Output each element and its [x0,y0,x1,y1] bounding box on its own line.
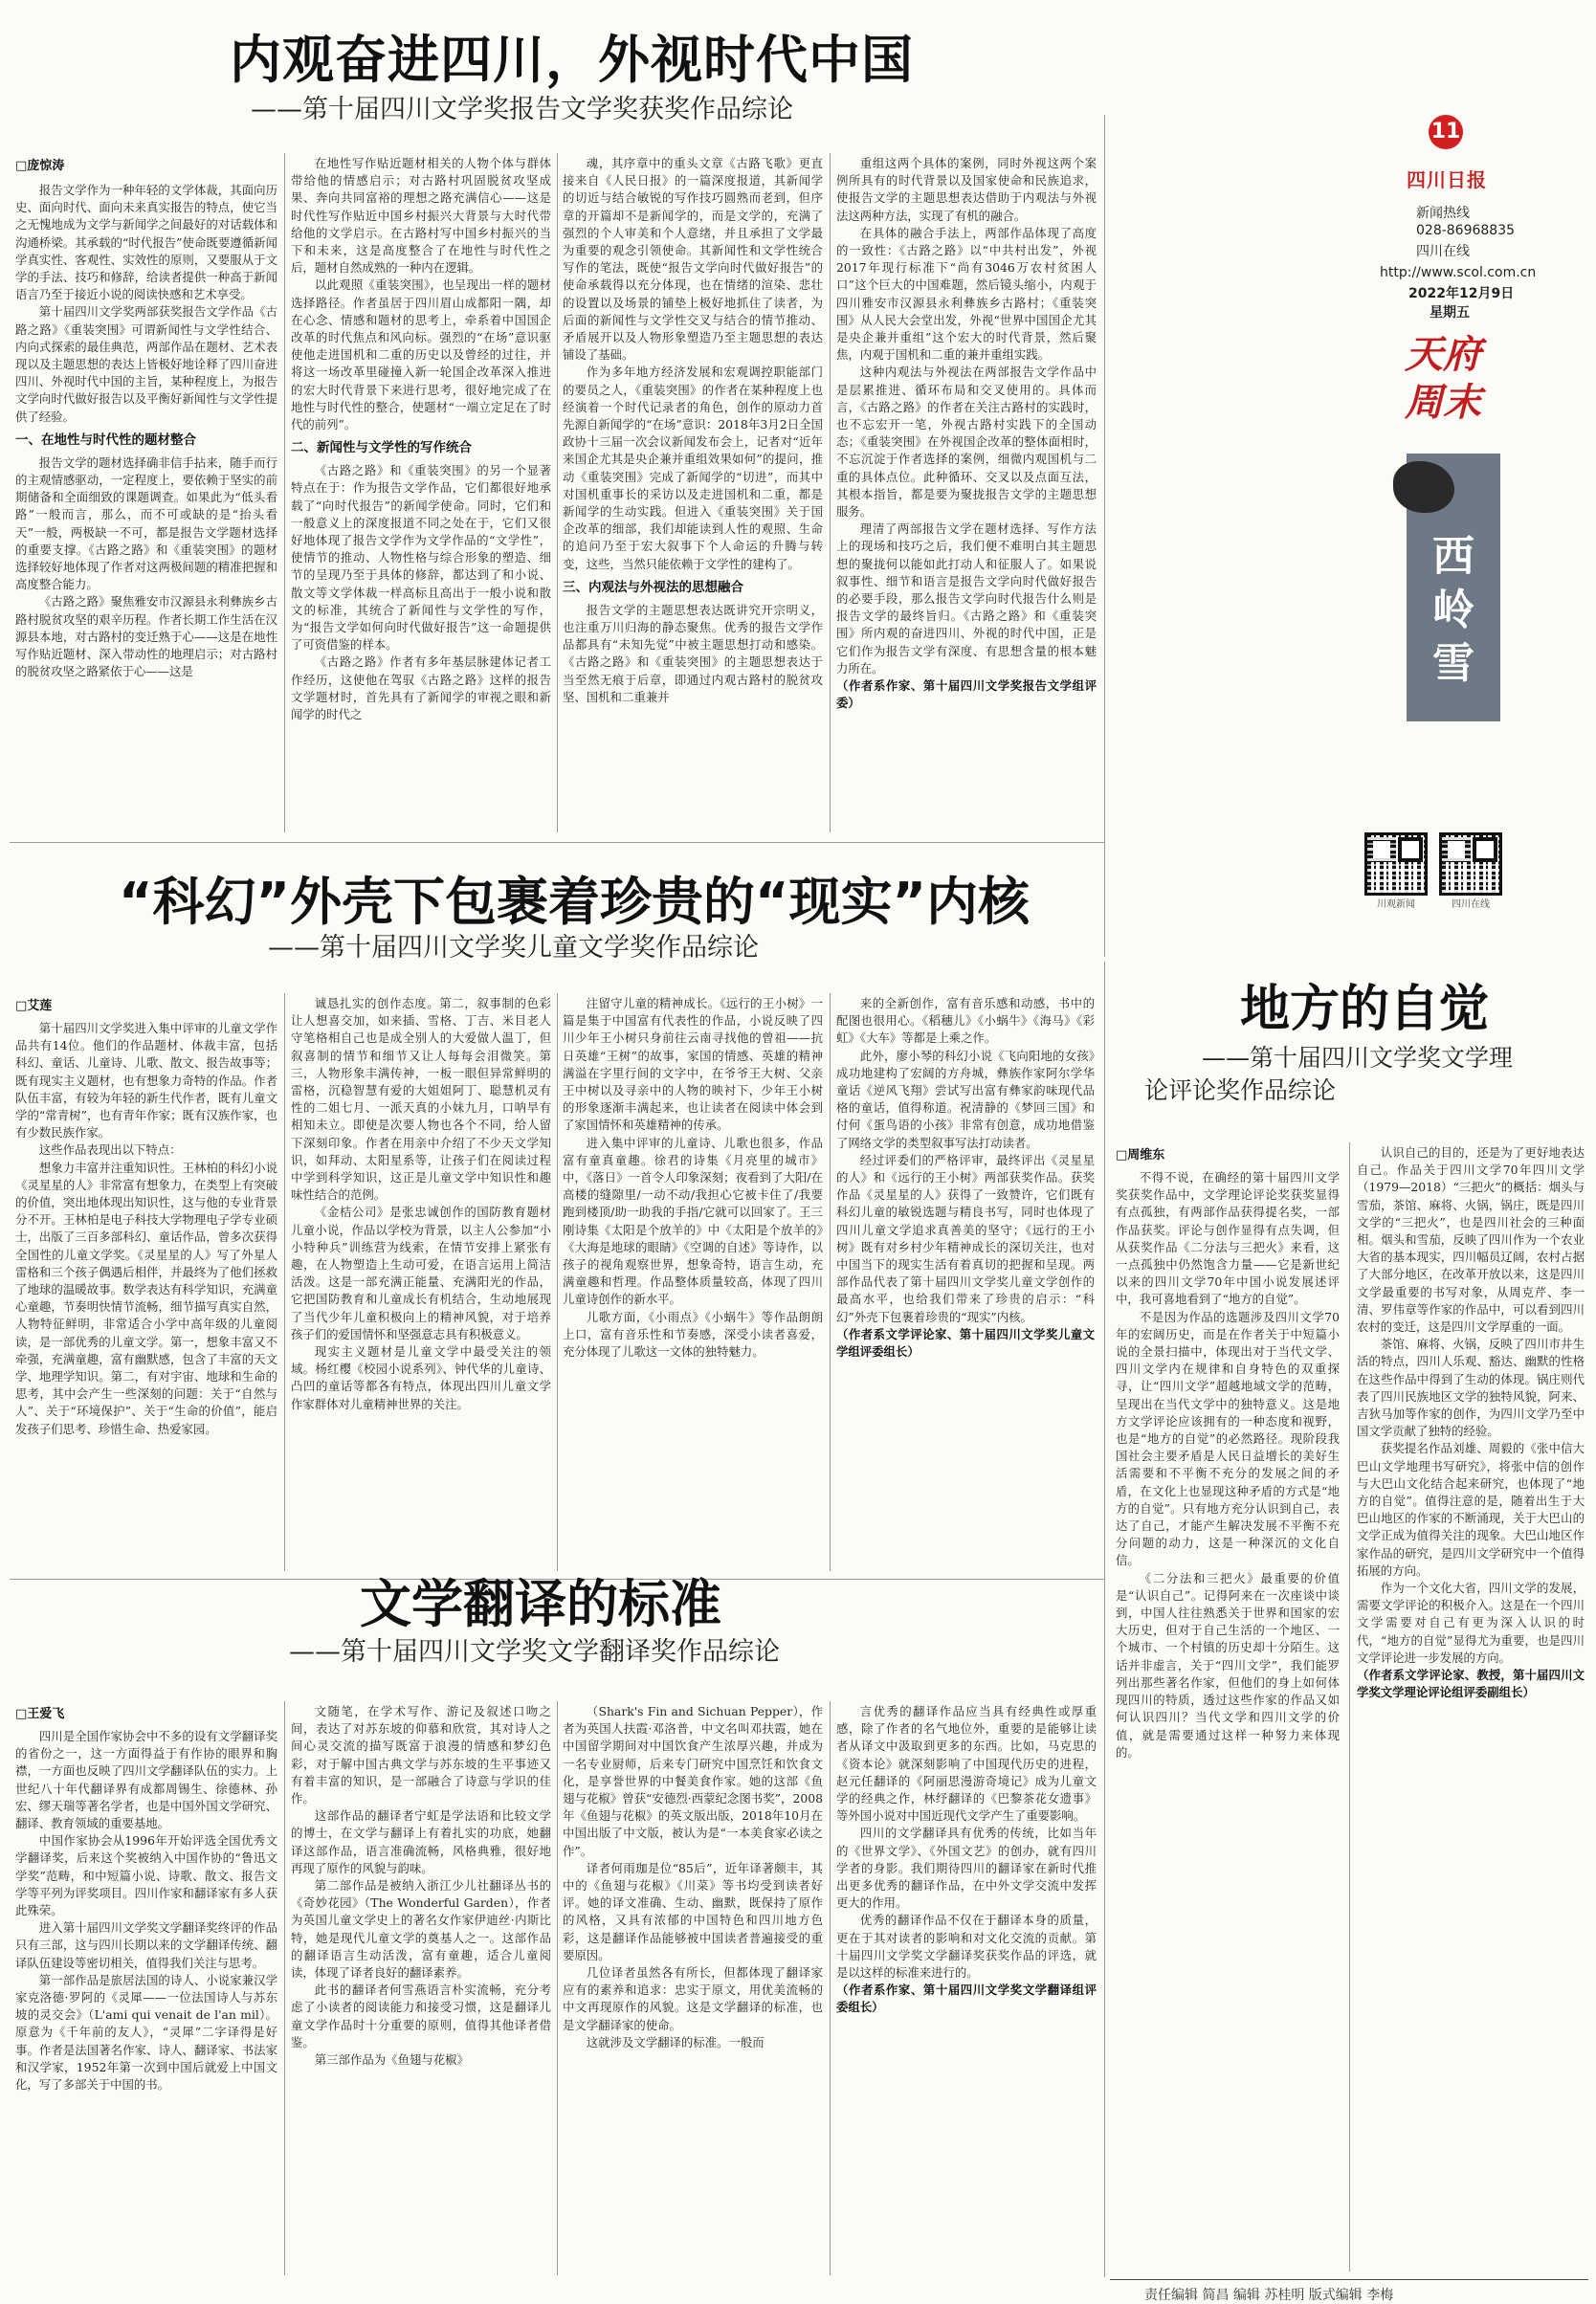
paragraph: 魂，其序章中的重头文章《古路飞歌》更直接来自《人民日报》的一篇深度报道，其新闻学的切近与结合敏锐的写作技巧圆熟而老到，但序章的开篇却不是新闻学的，而是文学的，充满了强烈的个人审美和个人意绪，并且承担了文学最为重要的观念引领使命。其新闻性和文学性统合写作的笔法，既使“报告文学向时代做好报告”的使命承载得以充分体现，也在情绪的渲染、悲壮的设置以及场景的铺垫上极好地抓住了读者，为后面的新闻性与文学性交叉与结合的情节推动、矛盾展开以及人物形象塑造乃至主题思想的表达铺设了基础。 [563,156,823,363]
column-divider [557,1701,558,2275]
article2-title: “科幻”外壳下包裹着珍贵的“现实”内核 [119,872,1030,932]
column-divider [557,993,558,1571]
paragraph: 这种内观法与外视法在两部报告文学作品中是层累推进、循环布局和交叉使用的。具体而言，《古路之路》的作者在关注古路村的实践时，也不忘宏开一笔，外视古路村实践下的全国动态；《重装突围》在外视国企改革的整体面相时，不忘沉淀于作者选择的案例，细微内观国机与二重的具体点位。此种循环、交叉以及点面互法，其根本指旨，都是要为聚拢报告文学的主题思想服务。 [836,365,1097,520]
section-heading: 一、在地性与时代性的题材整合 [15,432,196,448]
author-note: （作者系文学评论家、第十届四川文学奖儿童文学组评委组长） [836,1326,1095,1360]
paper-name: 四川日报 [1407,168,1487,191]
qr-code-2[interactable] [1439,832,1502,910]
paragraph: 几位译者虽然各有所长，但都体现了翻译家应有的素养和追求：忠实于原文，用优美流畅的中文再现原作的风貌。这是文学翻译的标准，也是文学翻译家的使命。 [563,1965,823,2032]
article4-author: □王爱飞 [15,1707,65,1721]
article3-column-2 [1357,1144,1585,2270]
article3-subtitle-line1: ——第十届四川文学奖文学理 [1202,1044,1514,1072]
column-divider [830,993,831,1571]
column-divider [284,153,285,832]
column-divider [830,1701,831,2275]
paragraph: 四川的文学翻译具有优秀的传统，比如当年的《世界文学》、《外国文艺》的创办，就有四川学者的身影。我们期待四川的翻译家在新时代推出更多优秀的翻译作品，在中外文学交流中发挥更大的作用。 [836,1826,1097,1911]
column-logo [1407,454,1500,721]
article1-subtitle: ——第十届四川文学奖报告文学奖获奖作品综论 [251,95,793,124]
column-divider [284,1701,285,2275]
article4-title: 文学翻译的标准 [360,1574,721,1634]
date: 2022年12月9日 [1408,286,1515,301]
article4-subtitle: ——第十届四川文学奖文学翻译奖作品综论 [289,1637,780,1667]
paragraph: 这就涉及文学翻译的标准。一般而 [586,2034,765,2049]
online-name: 四川在线 [1416,244,1470,259]
article1-column-2 [291,155,551,832]
section-heading: 二、新闻性与文学性的写作统合 [291,440,472,456]
footer-rule [1110,2279,1588,2280]
seal-icon [1393,461,1454,513]
paragraph: 作为多年地方经济发展和宏观调控职能部门的要员之人，《重装突围》的作者在某种程度上也经演着一个时代记录者的角色，创作的原动力首先源自新闻学的“在场”意识：2018年3月2日全国政协十三届一次会议新闻发布会上，记者对“近年来国企尤其是央企兼并重组效果如何”的提问，推动《重装突围》完成了新闻学的“切进”，而其中对国机重事长的采访以及走进国机和二重，都是新闻学的生动实践。但进入《重装突围》关于国企改革的细部，我们却能读到人性的观照、生命的追问乃至于宏大叙事下个人命运的升腾与转变，这些，当然只能依赖于文学性的建构了。 [563,365,823,571]
article4-column-4 [836,1703,1097,2273]
author-note: （作者系文学评论家、教授，第十届四川文学奖文学理论评论组评委副组长） [1357,1668,1585,1700]
paragraph: 《古路之路》聚焦雅安市汉源县永利彝族乡古路村脱贫攻坚的艰辛历程。作者长期工作生活在汉源县本地，对古路村的变迁熟于心——这是在地性写作贴近题材、深入带动性的地理启示；对古路村的脱贫攻坚之路紧依于心——这是 [15,594,277,679]
paragraph: 报告文学作为一种年轻的文学体裁，其面向历史、面向时代、面向未来真实报告的特点，使它当之无愧地成为文学与新闻学之间最好的对话载体和沟通桥梁。其承载的“时代报告”使命既要遵循新闻学真实性、客观性、实效性的原则，又要服从于文学的手法、技巧和修辞，给读者提供一种高于新闻语言乃至于接近小说的阅读快感和艺术享受。 [15,183,277,302]
paragraph: 理清了两部报告文学在题材选择、写作方法上的现场和技巧之后，我们便不难明白其主题思想的聚拢何以能如此打动人和征服人了。如果说叙事性、细节和语言是报告文学向时代做好报告的必要手段，那么报告文学向时代报告什么则是报告文学的最终旨归。《古路之路》和《重装突围》所内观的奋进四川、外视的时代中国，正是它们作为报告文学有深度、有思想含量的根本魅力所在。 [836,521,1097,676]
paragraph: 《古路之路》和《重装突围》的另一个显著特点在于：作为报告文学作品，它们都很好地承载了“向时代报告”的新闻学使命。同时，它们和一般意义上的深度报道不同之处在于，它们又很好地体现了报告文学作为文学作品的“文学性”，使情节的推动、人物性格与综合形象的塑造、细节的呈现乃至于具体的修辞，都达到了和小说、散文等文学体裁一样高标且高出于一般小说和散文的标准，其统合了新闻性与文学性的写作，为“报告文学如何向时代做好报告”这一命题提供了可资借鉴的样本。 [291,463,551,653]
article3-title: 地方的自觉 [1240,981,1490,1038]
author-note: （作者系作家、第十届四川文学奖文学翻译组评委组长） [836,1983,1097,2015]
footer-credits: 责任编辑 简昌 编辑 苏桂明 版式编辑 李梅 [1144,2288,1394,2303]
paragraph: 报告文学的主题思想表达既讲究开宗明义，也注重万川归海的静态聚焦。优秀的报告文学作品都具有“未知先觉”中被主题思想打动和感染。《古路之路》和《重装突围》的主题思想表达于当至然无痕于后章，即通过内观古路村的脱贫攻坚、国机和二重兼并 [563,602,823,704]
qr-label: 四川在线 [1452,899,1490,910]
article1-title: 内观奋进四川，外视时代中国 [230,30,914,90]
article2-subtitle: ——第十届四川文学奖儿童文学奖作品综论 [268,933,759,963]
paragraph: 报告文学的题材选择确非信手拈来，随手而行的主观情感驱动，一定程度上，要依赖于坚实的前期储备和全面细致的课题调查。如果此为“低头看路”一般而言，那么，而不可或缺的是“抬头看天”一般，两极缺一不可，都是报告文学题材选择的重要支撑。《古路之路》和《重装突围》的题材选择较好地体现了作者对这两极间题的精准把握和高度整合能力。 [15,454,277,592]
column-divider [557,153,558,832]
author-note: （作者系作家、第十届四川文学奖报告文学组评委） [836,678,1097,711]
column-name: 西岭雪 [1432,532,1474,688]
paragraph: 不是因为作品的选题涉及四川文学70年的宏阔历史，而是在作者关于中短篇小说的全景扫描中，体现出对于当代文学、四川文学内在规律和自身特色的双重探寻，让“四川文学”超越地域文学的范畴，呈现出在当代文学中的独特意义。这是地方文学评论应该拥有的一种态度和视野，也是“地方的自觉”的必然路径。现阶段我国社会主要矛盾是人民日益增长的美好生活需要和不平衡不充分的发展之间的矛盾，在文化上也显现这种矛盾的方式是“地方的自觉”。只有地方充分认识到自己，表达了自己，才能产生解决发展不平衡不充分问题的动力，这是一种深沉的文化自信。 [1116,1309,1340,1568]
paragraph: 在具体的融合手法上，两部作品体现了高度的一致性：《古路之路》以“中共村出发”，外视2017年现行标准下“尚有3046万农村贫困人口”这个巨大的中国难题，然后镜头缩小，内观于四川雅安市汉源县永利彝族乡古路村；《重装突围》从人民大会堂出发，外视“世界中国国企尤其是央企兼并重组”这个宏大的时代背景，然后聚焦，内观于国机和二重的兼并重组实践。 [836,225,1097,363]
hotline-number: 028-86968835 [1416,223,1516,238]
paragraph: 此外，廖小琴的科幻小说《飞向阳地的女孩》成功地建构了宏阔的方舟城，彝族作家阿尔学华童话《逆风飞翔》尝试写出富有彝家韵味现代品格的童话，值得称道。祝清静的《梦回三国》和付何《蛋鸟语的小孩》非常有创意，成功地借鉴了网络文学的类型叙事写法打动读者。 [836,1048,1095,1150]
article2-column-4 [836,995,1095,1571]
article2-column-2 [291,995,551,1571]
article3-subtitle-line2: 论评论奖作品综论 [1144,1076,1337,1104]
masthead [1110,113,1588,955]
paragraph: 想象力丰富并注重知识性。王林柏的科幻小说《灵星星的人》非常富有想象力，在类型上有突破的价值，突出地体现出知识性，这与他的专业背景分不开。王林柏是电子科技大学物理电子学专业硕士，出版了三百多部科幻、童话作品，曾多次获得全国性的儿童文学奖。《灵星星的人》写了外星人雷格和三个孩子偶遇后相伴，并最终为了他们拯救了地球的温暖故事。数学表达有科学知识，充满童心童趣，节奏明快情节流畅，细节描写真实自然，人物特征鲜明，非常适合小学中高年级的儿童阅读，是一部优秀的儿童文学。第一，想象丰富又不牵强，充满童趣，富有幽默感，包含了丰富的天文学、地理学知识。第二，有对宇宙、地球和生命的思考，其中会产生一些深刻的问题：关于“自然与人”、关于“环境保护”、关于“生命的价值”，能启发孩子们思考、珍惜生命、热爱家园。 [15,1160,277,1436]
column-divider [1104,962,1105,2277]
paragraph: 经过评委们的严格评审，最终评出《灵星星的人》和《远行的王小树》两部获奖作品。获奖作品《灵星星的人》获得了一致赞许，它们既有科幻儿童的敏锐选题与精良书写，同时也体现了四川儿童文学追求真善美的坚守；《远行的王小树》既有对乡村少年精神成长的深切关注，也对中国当下的现实生活有着真切的把握和呈现。两部作品代表了第十届四川文学奖儿童文学创作的最高水平，也给我们带来了珍贵的启示：“科幻”外壳下包裹着珍贵的“现实”内核。 [836,1152,1095,1324]
paragraph: 现实主义题材是儿童文学中最受关注的领域。杨红樱《校园小说系列》、钟代华的儿童诗、凸凹的童话等都各有特点，体现出四川儿童文学作家群体对儿童精神世界的关注。 [291,1344,551,1411]
paragraph: 第十届四川文学奖两部获奖报告文学作品《古路之路》《重装突围》可谓新闻性与文学性结合、内向式探索的最佳典范，两部作品在题材、艺术表现以及主题思想的表达上皆极好地诠释了四川奋进四川、外视时代中国的主旨，某种程度上，为报告文学向时代做好报告以及平衡好新闻性与文学性提供了经验。 [15,304,277,424]
paragraph: 《金桔公司》是张忠诚创作的国防教育题材儿童小说，作品以学校为背景，以主人公参加“小小特种兵”训练营为线索，在情节安排上紧张有趣，在人物塑造上生动可爱，在语言运用上简洁活泼。这是一部充满正能量、充满阳光的作品，它把国防教育和儿童成长有机结合，生动地展现了当代少年儿童积极向上的精神风貌，对于培养孩子们的爱国情怀和坚强意志具有积极意义。 [291,1205,551,1341]
paragraph: 第一部作品是旅居法国的诗人、小说家兼汉学家克洛德·罗阿的《灵犀——一位法国诗人与苏东坡的灵交会》（L'ami qui venait de l'an mil）。原意为《千年前的友人》，“灵犀”二字译得是好事。作者是法国著名作家、诗人、翻译家、书法家和汉学家，1952年第一次到中国后就爱上中国文化，写了多部关于中国的书。 [15,1972,277,2093]
article1-column-1 [15,182,277,832]
hotline-label: 新闻热线 [1416,206,1470,221]
section-divider [10,842,1104,843]
article1-column-4 [836,155,1097,832]
article2-column-1 [15,1020,277,1571]
column-divider [1104,115,1105,957]
section-heading: 三、内观法与外视法的思想融合 [563,579,743,595]
paragraph: 《二分法和三把火》最重要的价值是“认识自己”。记得阿来在一次座谈中谈到，中国人往往熟悉关于世界和国家的宏大历史，但对于自己生活的一个地区、一个城市、一个村镇的历史却十分陌生。这话并非虚言，关于“四川文学”，我们能罗列出那些著名作家，但他们的身上如何体现四川的特质，透过这些作家的作品又如何认识四川？当代文学和四川文学的价值，就是需要通过这样一种努力来体现的。 [1116,1570,1340,1760]
website[interactable]: http://www.scol.com.cn [1380,265,1537,280]
paragraph: 译者何雨珈是位“85后”，近年译著颇丰，其中的《鱼翅与花椒》《川菜》等书均受到读者好评。她的译文准确、生动、幽默，既保持了原作的风格，又具有浓郁的中国特色和四川地方色彩，这是翻译作品能够被中国读者普遍接受的重要原因。 [563,1860,823,1962]
article4-column-3 [563,1703,823,2273]
paragraph: 第三部作品为《鱼翅与花椒》 [314,2052,469,2068]
article4-column-2 [291,1703,551,2273]
paragraph: 茶馆、麻将、火锅，反映了四川市井生活的特点，四川人乐观、豁达、幽默的性格在这些作品中得到了生动的体现。锅庄则代表了四川民族地区文学的独特风貌，阿来、吉狄马加等作家的创作，为四川文学乃至中国文学贡献了独特的经验。 [1357,1337,1585,1439]
paragraph: 中国作家协会从1996年开始评选全国优秀文学翻译奖，后来这个奖被纳入中国作协的“鲁迅文学奖”范畴，和中短篇小说、诗歌、散文、报告文学等平列为评奖项目。四川作家和翻译家有多人获此殊荣。 [15,1833,277,1918]
paragraph: 这部作品的翻译者宁虹是学法语和比较文学的博士，在文学与翻译上有着扎实的功底，她翻译这部作品，语言准确流畅，风格典雅，很好地再现了原作的风貌与韵味。 [291,1808,551,1875]
paragraph: 作为一个文化大省，四川文学的发展，需要文学评论的积极介入。这是在一个四川文学需要对自己有更为深入认识的时代，“地方的自觉”显得尤为重要，也是四川文学评论进一步发展的方向。 [1357,1581,1585,1665]
paragraph: 此书的翻译者何雪燕语言朴实流畅，充分考虑了小读者的阅读能力和接受习惯，这是翻译儿童文学作品时十分重要的原则，值得其他译者借鉴。 [291,1983,551,2049]
paragraph: 言优秀的翻译作品应当具有经典性或厚重感，除了作者的名气地位外，重要的是能够让读者从译文中汲取到更多的东西。比如，马克思的《资本论》就深刻影响了中国现代历史的进程，赵元任翻译的《阿丽思漫游奇境记》成为儿童文学的经典之作，林纾翻译的《巴黎茶花女遗事》等外国小说对中国近现代文学产生了重要影响。 [836,1704,1097,1824]
paragraph: 不得不说，在确经的第十届四川文学奖获奖作品中，文学理论评论奖获奖显得有点孤独，有两部作品获得提名奖，一部作品获奖。评论与创作显得有点失调，但从获奖作品《二分法与三把火》来看，这一点孤独中仍然饱含力量——它是新世纪以来的四川文学70年中国小说发展述评中，我可喜地看到了“地方的自觉”。 [1116,1170,1340,1307]
article1-author: □庞惊涛 [15,159,65,173]
qr-label: 川观新闻 [1377,899,1415,910]
article4-column-1 [15,1728,277,2273]
column-divider [284,993,285,1571]
supplement-logo [1405,331,1510,446]
paragraph: 认识自己的目的，还是为了更好地表达自己。作品关于四川文学70年四川文学（1979—2018）“三把火”的概括：烟头与雪茄，茶馆、麻将、火锅，锅庄，既是四川文学的“三把火”，也是四川社会的三种面相。烟头和雪茄，反映了四川作为一个农业大省的基本现实，四川幅员辽阔，农村占据了大部分地区，在改革开放以来，这是四川文学最重要的书写对象，从周克芹、李一清、罗伟章等作家的作品中，可以看到四川农村的变迁，这是四川文学厚重的一面。 [1357,1145,1585,1335]
paragraph: 文随笔，在学术写作、游记及叙述口吻之间，表达了对苏东坡的仰慕和欣赏，其对诗人之间心灵交流的描写既富于浪漫的情感和梦幻色彩，对于解中国古典文学与苏东坡的生平事迹又有着丰富的知识，是一部融合了诗意与学识的佳作。 [291,1704,551,1806]
article3-column-1 [1116,1169,1340,2270]
weekday: 星期五 [1430,305,1470,321]
paragraph: 在地性写作贴近题材相关的人物个体与群体带给他的情感启示；对古路村巩固脱贫攻坚成果、奔向共同富裕的理想之路充满信心——这是时代性写作贴近中国乡村振兴大背景与大时代带给他的文学启示。在古路村写中国乡村振兴的当下和未来，这是高度整合了在地性与时代性之后，题材自然成熟的一种内在逻辑。 [291,156,551,276]
column-divider [1349,1142,1350,2271]
paragraph: 四川是全国作家协会中不多的设有文学翻译奖的省份之一，这一方面得益于有作协的眼界和胸襟，一方面也反映了四川文学翻译队伍的实力。上世纪八十年代翻译界有成都周锡生、徐德林、孙宏、缪天瑞等著名学者，也是中国外国文学研究、翻译、教育领域的重要基地。 [15,1729,277,1831]
column-divider [830,153,831,832]
paragraph: （Shark's Fin and Sichuan Pepper），作者为英国人扶霞·邓洛普，中文名叫邓扶霞，她在中国留学期间对中国饮食产生浓厚兴趣，并成为一名专业厨师，后来专门研究中国烹饪和饮食文化，是享誉世界的中餐美食作家。她的这部《鱼翅与花椒》曾获“安德烈·西蒙纪念图书奖”，2008年《鱼翅与花椒》的英文版出版，2018年10月在中国出版了中文版，被认为是“一本美食家必读之作”。 [563,1704,823,1858]
supplement-name: 天府周末 [1405,332,1481,425]
article2-author: □艾莲 [15,999,53,1013]
paragraph: 以此观照《重装突围》，也呈现出一样的题材选择路径。作者虽居于四川眉山成都阳一隅，却在心念、情感和题材的思考上，牵系着中国国企改革的时代焦点和风向标。强烈的“在场”意识驱使他走进国机和二重的历史以及曾经的过往，并将这一场改革里碰撞入新一轮国企改革深入推进的宏大时代背景下来进行思考，很好地完成了在地性与时代性的整合，使题材“一端立定足在了时代的前列”。 [291,277,551,432]
paragraph: 这些作品表现出以下特点： [38,1142,182,1158]
paragraph: 重组这两个具体的案例，同时外视这两个案例所具有的时代背景以及国家使命和民族追求，使报告文学的主题思想表达借助于内观法与外视法这两种方法，实现了有机的融合。 [836,156,1097,223]
paragraph: 注留守儿童的精神成长。《远行的王小树》一篇是集于中国富有代表性的作品，小说反映了四川少年王小树只身前往云南寻找他的曾祖——抗日英雄“王树”的故事，家国的情感、英雄的精神满溢在字里行间的文字中，在爷爷王大树、父亲王中树以及寻亲中的人物的映衬下，少年王小树的形象逐渐丰满起来，也让读者在阅读中体会到了家国情怀和英雄精神的传承。 [563,996,823,1133]
qr-code-1[interactable] [1364,832,1428,910]
article1-column-3 [563,155,823,832]
paragraph: 儿歌方面，《小雨点》《小蜗牛》等作品朗朗上口，富有音乐性和节奏感，深受小读者喜爱，充分体现了儿歌这一文体的独特魅力。 [563,1309,823,1360]
article3-author: □周维东 [1116,1148,1165,1163]
paragraph: 进入第十届四川文学奖文学翻译奖终评的作品只有三部，这与四川长期以来的文学翻译传统、翻译队伍建设等密切相关，值得我们关注与思考。 [15,1920,277,1970]
paragraph: 进入集中评审的儿童诗、儿歌也很多，作品富有童真童趣。徐君的诗集《月亮里的城市》中，《落日》一首令人印象深刻；夜看到了大阳/在高楼的缝隙里/一动不动/我担心它被卡住了/我要跑到楼顶/助一助我的手指/它就可以回家了。王三刚诗集《太阳是个放羊的》中《太阳是个放羊的》《大海是地球的眼睛》《空调的自述》等诗作，以孩子的视角观察世界，想象奇特，语言生动，充满童趣和哲理。作品整体质量较高，体现了四川儿童诗创作的新水平。 [563,1135,823,1307]
article2-column-3 [563,995,823,1571]
paragraph: 优秀的翻译作品不仅在于翻译本身的质量，更在于其对读者的影响和对文化交流的贡献。第十届四川文学奖文学翻译奖获奖作品的评选，就是以这样的标准来进行的。 [836,1913,1097,1981]
paragraph: 来的全新创作，富有音乐感和动感，书中的配图也很用心。《稻穗儿》《小蜗牛》《海马》《彩虹》《大车》等都是上乘之作。 [836,996,1095,1046]
paragraph: 《古路之路》作者有多年基层脉建体记者工作经历，这使他在驾驭《古路之路》这样的报告文学题材时，首先具有了新闻学的审视之眼和新闻学的时代之 [291,654,551,722]
paragraph: 获奖提名作品刘雄、周毅的《张中信大巴山文学地理书写研究》，将张中信的创作与大巴山文化结合起来研究，也体现了“地方的自觉”。值得注意的是，随着出生于大巴山地区的作家的不断涌现，关于大巴山的文学正成为值得关注的现象。大巴山地区作家作品的研究，是四川文学研究中一个值得拓展的方向。 [1357,1441,1585,1578]
page-number: 11 [1429,115,1463,149]
paragraph: 诚恳扎实的创作态度。第二，叙事制的色彩让人想喜交加，如来插、雪格、丁吉、米目老人守笔格相自己也是成全别人的大爱做人温丁，但叙喜制的情节和细节又让人每每会泪微笑。第三，人物形象丰满传神，一板一眼但异常鲜明的雷格，沉稳智慧有爱的大姐姐阿丁、聪慧机灵有性的二姐七月、一派天真的小妹九月，口呐旱有相知未立。即使是次要人物也各个不同，给人留下深刻印象。作者在用亲中介绍了不少天文学知识，如拜动、太阳星系等，让孩子们在阅读过程中学到科学知识，这正是儿童文学中知识性和趣味性结合的范例。 [291,996,551,1203]
paragraph: 第二部作品是被纳入浙江少儿社翻译丛书的《奇妙花园》（The Wonderful Garden），作者为英国儿童文学史上的著名女作家伊迪丝·内斯比特，她是现代儿童文学的奠基人之一。这部作品的翻译语言生动活泼，富有童趣，适合儿童阅读，体现了译者良好的翻译素养。 [291,1878,551,1981]
paragraph: 第十届四川文学奖进入集中评审的儿童文学作品共有14位。他们的作品题材、体裁丰富，包括科幻、童话、儿童诗、儿歌、散文、报告故事等；既有现实主义题材，也有想象力奇特的作品。作者队伍丰富，有较为年轻的新生代作者，既有儿童文学的“常青树”，也有青年作家；既有汉族作家，也有少数民族作家。 [15,1021,277,1141]
